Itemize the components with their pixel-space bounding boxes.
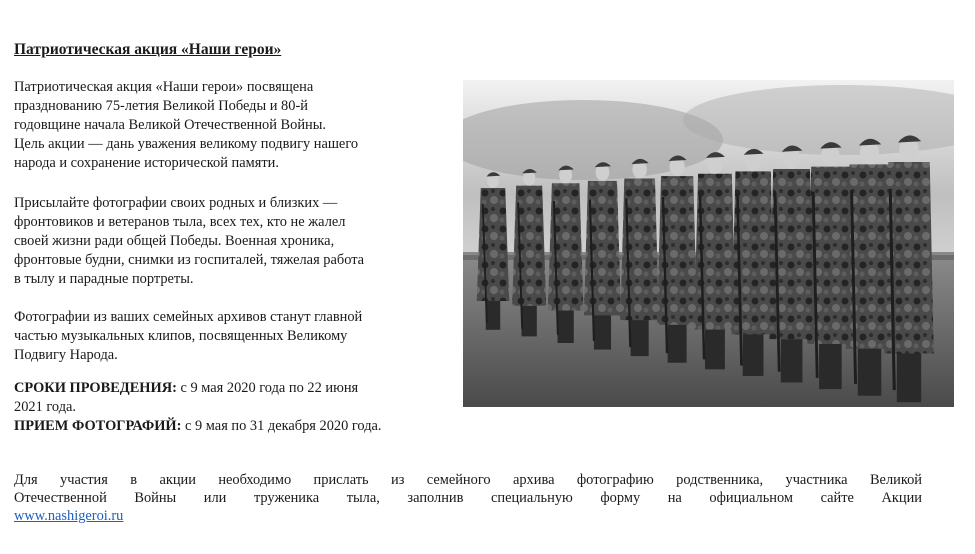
period-label: СРОКИ ПРОВЕДЕНИЯ: [14,380,177,396]
text-line: народа и сохранение исторической памяти. [14,155,279,171]
text-line: своей жизни ради общей Победы. Военная хроника, [14,233,335,249]
intro-paragraph [14,78,454,173]
footer-line-2: Отечественной Войны или труженика тыла, заполнив специальную форму на официальном сайте Акции [14,490,922,506]
text-line: частью музыкальных клипов, посвященных Великому [14,328,348,344]
text-line: Присылайте фотографии своих родных и близких — [14,195,338,211]
text-line: Подвигу Народа. [14,347,118,363]
footer-paragraph [14,471,922,525]
footer-line-1: Для участия в акции необходимо прислать из семейного архива фотографию родственника, участника Великой [14,472,922,488]
photos-value: с 9 мая по 31 декабря 2020 года. [181,418,382,434]
photos-label: ПРИЕМ ФОТОГРАФИЙ: [14,418,182,434]
site-link[interactable]: www.nashigeroi.ru [14,508,124,524]
text-line: фронтовиков и ветеранов тыла, всех тех, кто не жалел [14,214,346,230]
period-line [14,379,382,398]
text-line: празднованию 75-летия Великой Победы и 80-й [14,98,308,114]
text-line: фронтовые будни, снимки из госпиталей, тяжелая работа [14,252,365,268]
text-line: годовщине начала Великой Отечественной Войны. [14,117,326,133]
photos-line [14,417,382,436]
text-line: в тылу и парадные портреты. [14,271,194,287]
clips-paragraph [14,308,454,365]
text-line: Патриотическая акция «Наши герои» посвящена [14,79,314,95]
text-line: Фотографии из ваших семейных архивов станут главной [14,309,363,325]
dates-block [14,379,382,436]
call-paragraph [14,194,454,289]
historical-photo [463,80,954,407]
period-value: с 9 мая 2020 года по 22 июня [176,380,359,396]
page-title: Патриотическая акция «Наши герои» [14,41,282,58]
period-line-cont: 2021 года. [14,399,77,415]
text-line: Цель акции — дань уважения великому подвигу нашего [14,136,359,152]
